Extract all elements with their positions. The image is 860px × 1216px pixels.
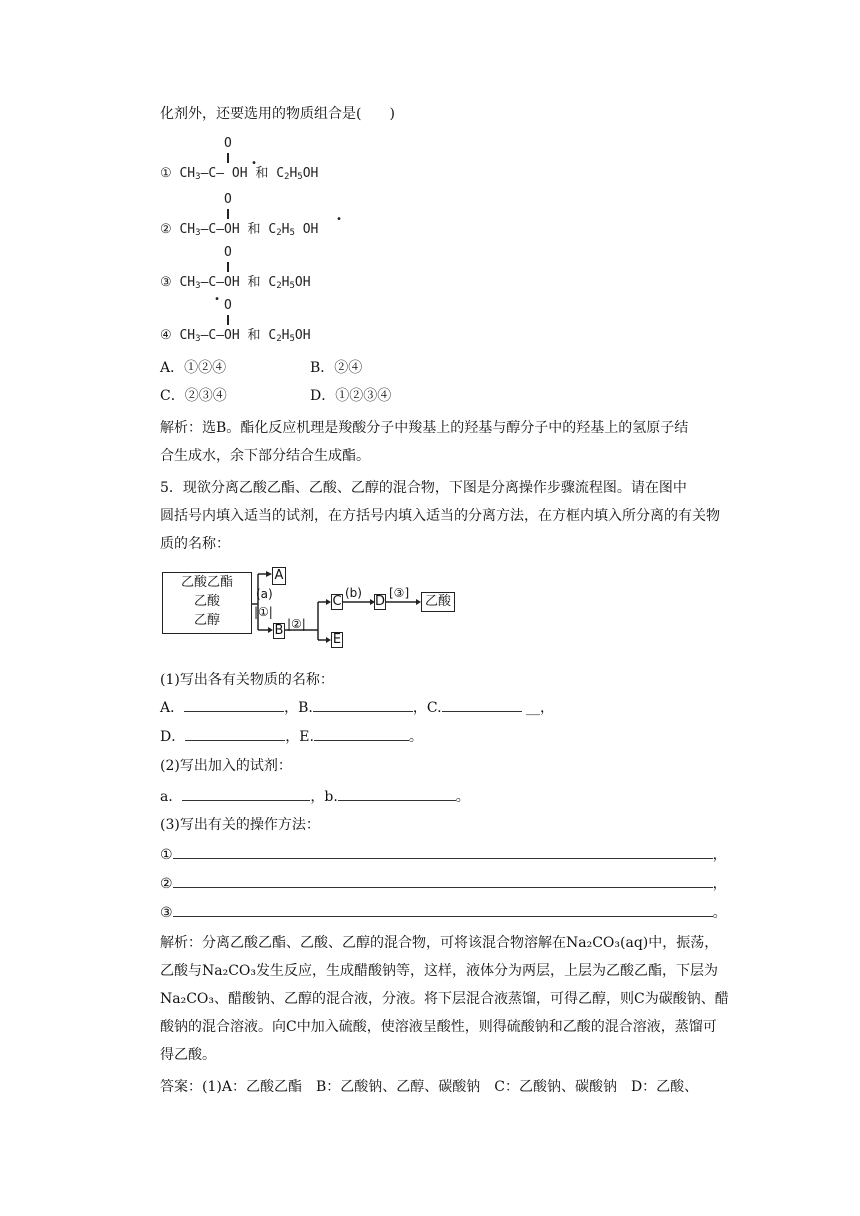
blank-op-3[interactable] (173, 902, 713, 917)
question-5-line-2: 圆括号内填入适当的试剂，在方括号内填入适当的分离方法，在方框内填入所分离的有关物 (160, 508, 720, 524)
formula: ② $CH_3—C—OH$ 和 $C_2H_5$ OH (160, 222, 319, 238)
blank-C[interactable] (442, 697, 522, 712)
analysis-5-line-1: 解析：分离乙酸乙酯、乙酸、乙醇的混合物，可将该混合物溶解在Na₂CO₃(aq)中，振荡， (160, 935, 719, 951)
blank-C-tail: __， (526, 700, 554, 716)
blank-D[interactable] (185, 726, 285, 741)
blank-op-2[interactable] (173, 873, 713, 888)
chem-option-2 (160, 192, 380, 238)
label-B: ，B. (284, 700, 313, 716)
separation-flowchart (160, 564, 460, 647)
operation-3-label: [③] (389, 586, 410, 600)
blank-op-1[interactable] (173, 844, 713, 859)
chem-option-4 (160, 294, 380, 344)
fill-row-2 (160, 726, 423, 747)
box-C: C (332, 594, 342, 609)
operation-1-label: |①| (254, 605, 273, 619)
mixture-ethanol: 乙醇 (193, 613, 220, 628)
question-5-line-3: 质的名称： (160, 536, 230, 552)
op-num-2: ② (160, 876, 173, 892)
carbonyl-oxygen: O (224, 298, 232, 313)
mixture-ethyl-acetate: 乙酸乙酯 (180, 575, 233, 590)
label-b: ，b. (310, 789, 338, 805)
isotope-mark: • (251, 158, 258, 169)
label-D: D． (160, 729, 186, 745)
comma: ， (712, 847, 727, 863)
operation-line-3 (160, 902, 727, 923)
label-C: ，C. (412, 700, 442, 716)
subquestion-3: (3)写出有关的操作方法： (160, 817, 320, 833)
choice-a: A．①②④ (160, 360, 227, 376)
analysis-5-line-2: 乙酸与Na₂CO₃发生反应，生成醋酸钠等，这样，液体分为两层，上层为乙酸乙酯，下层为 (160, 963, 719, 979)
box-A: A (272, 567, 286, 585)
op-num-1: ① (160, 847, 173, 863)
period: 。 (455, 789, 470, 805)
box-E: E (332, 632, 342, 647)
label-A: A． (160, 700, 185, 716)
question-intro: 化剂外，还要选用的物质组合是( ) (160, 106, 395, 122)
fill-row-3 (160, 786, 470, 807)
isotope-mark: • (336, 214, 343, 225)
label-a: a． (160, 789, 183, 805)
formula: ① $CH_3—C—$ OH 和 $C_2H_5OH$ (160, 166, 319, 182)
box-D: D (375, 594, 386, 609)
subquestion-1: (1)写出各有关物质的名称： (160, 672, 334, 688)
label-E: ，E. (285, 729, 314, 745)
operation-2-label: |②| (287, 617, 306, 631)
blank-E[interactable] (314, 726, 409, 741)
carbonyl-oxygen: O (224, 245, 232, 260)
chem-option-1 (160, 136, 380, 182)
choice-c: C．②③④ (160, 388, 227, 404)
period: 。 (408, 729, 423, 745)
mixture-box (162, 572, 252, 634)
answer-line: 答案：(1)A：乙酸乙酯 B：乙酸钠、乙醇、碳酸钠 C：乙酸钠、碳酸钠 D：乙酸、 (160, 1079, 699, 1095)
box-B: B (274, 623, 284, 638)
choice-b: B．②④ (310, 360, 363, 376)
product-box: 乙酸 (421, 592, 455, 612)
blank-B[interactable] (313, 697, 413, 712)
formula: ③ $CH_3—C—OH$ 和 $C_2H_5OH$ (160, 275, 311, 291)
analysis-5-line-4: 酸钠的混合溶液。向C中加入硫酸，使溶液呈酸性，则得硫酸钠和乙酸的混合溶液，蒸馏可 (160, 1019, 717, 1035)
formula: ④ $CH_3—C—OH$ 和 $C_2H_5OH$ (160, 328, 311, 344)
carbonyl-oxygen: O (224, 136, 232, 151)
op-num-3: ③ (160, 905, 173, 921)
subquestion-2: (2)写出加入的试剂： (160, 758, 292, 774)
mixture-acetic-acid: 乙酸 (193, 594, 220, 609)
blank-b[interactable] (338, 786, 456, 801)
operation-line-2 (160, 873, 727, 894)
analysis-4-line-1: 解析：选B。酯化反应机理是羧酸分子中羧基上的羟基与醇分子中的羟基上的氢原子结 (160, 420, 689, 436)
reagent-a-label: (a) (256, 587, 273, 601)
blank-a[interactable] (182, 786, 310, 801)
fill-row-1 (160, 697, 554, 718)
blank-A[interactable] (184, 697, 284, 712)
analysis-5-line-5: 得乙酸。 (160, 1047, 216, 1063)
isotope-mark: • (214, 294, 221, 305)
question-5-line-1: 5．现欲分离乙酸乙酯、乙酸、乙醇的混合物，下图是分离操作步骤流程图。请在图中 (160, 480, 687, 496)
comma: ， (712, 876, 727, 892)
choice-d: D．①②③④ (310, 388, 392, 404)
period: 。 (712, 905, 727, 921)
carbonyl-oxygen: O (224, 192, 232, 207)
chem-option-3 (160, 245, 380, 291)
reagent-b-label: (b) (345, 586, 362, 600)
analysis-4-line-2: 合生成水，余下部分结合生成酯。 (160, 448, 370, 464)
analysis-5-line-3: Na₂CO₃、醋酸钠、乙醇的混合液，分液。将下层混合液蒸馏，可得乙醇，则C为碳酸钠、醋 (160, 991, 729, 1007)
operation-line-1 (160, 844, 727, 865)
